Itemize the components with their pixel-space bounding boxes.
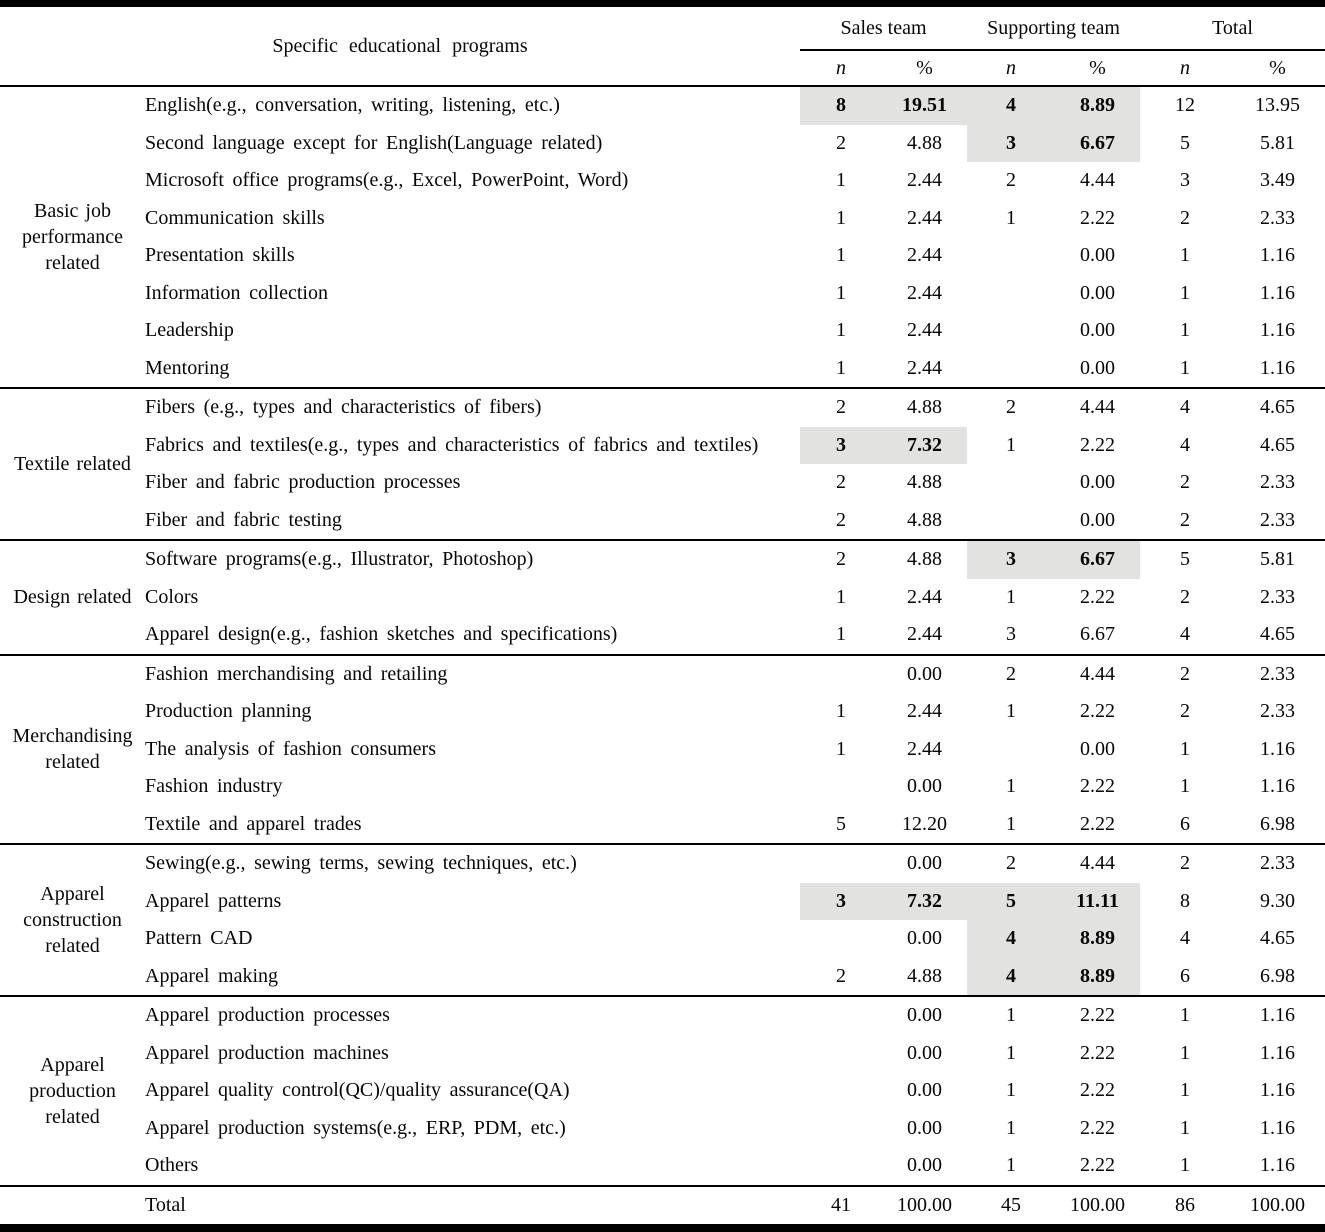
value-cell: 12 [1175,94,1196,117]
value-cell: 0.00 [907,1041,942,1064]
value-cell: 1 [1006,1004,1016,1027]
value-cell: 8 [800,86,882,125]
col-subheader-sales-pct: % [916,56,933,79]
value-cell: 2.33 [1260,662,1296,685]
value-cell: 3 [1180,169,1191,192]
col-header-supporting-team: Supporting team [967,4,1140,51]
value-cell: 1 [836,356,846,379]
table-row [0,996,1325,1035]
value-cell: 0.00 [1080,737,1115,760]
group-section [0,655,1325,845]
program-cell: Apparel making [145,964,279,987]
value-cell: 2.44 [907,244,942,267]
value-cell: 1 [836,623,846,646]
value-cell: 2.22 [1080,1154,1115,1177]
value-cell: 2.22 [1080,812,1115,835]
value-cell [967,350,1055,389]
value-cell: 2.44 [907,281,942,304]
value-cell: 13.95 [1255,94,1301,117]
table-row [0,200,1325,238]
value-cell: 0.00 [907,662,942,685]
col-subheader-total-pct: % [1269,56,1286,79]
value-cell: 4 [1180,623,1191,646]
value-cell: 3 [1006,623,1016,646]
value-cell: 0.00 [1080,356,1115,379]
program-cell: Sewing(e.g., sewing terms, sewing techniques, etc.) [145,852,577,875]
value-cell: 1.16 [1260,1004,1296,1027]
value-cell: 4.88 [907,508,942,531]
value-cell: 0.00 [907,1079,942,1102]
value-cell [800,1072,882,1110]
header-row-teams [0,4,1325,51]
table-row [0,502,1325,541]
program-cell: Fiber and fabric testing [145,508,342,531]
value-cell: 4 [1180,433,1191,456]
group-section [0,540,1325,655]
value-cell: 4.65 [1260,433,1296,456]
col-header-total: Total [1140,4,1325,51]
value-cell: 2 [836,131,846,154]
program-cell: Second language except for English(Language related) [145,131,603,154]
value-cell: 2.44 [907,585,942,608]
value-cell: 1.16 [1260,737,1296,760]
group-label-cell: Apparel production related [29,1053,116,1128]
value-cell: 1 [836,585,846,608]
value-cell: 2 [836,964,846,987]
value-cell: 2 [836,471,846,494]
program-cell: Production planning [145,700,312,723]
value-cell: 1.16 [1260,244,1296,267]
program-cell: Microsoft office programs(e.g., Excel, PowerPoint, Word) [145,169,629,192]
value-cell: 1 [1006,206,1016,229]
program-cell: Pattern CAD [145,927,253,950]
program-cell: Leadership [145,319,234,342]
table-row [0,312,1325,350]
value-cell: 5 [836,812,846,835]
program-cell: Presentation skills [145,244,295,267]
value-cell: 3 [967,540,1055,579]
value-cell: 11.11 [1055,883,1140,921]
program-cell: Apparel production processes [145,1004,390,1027]
value-cell: 1 [1006,700,1016,723]
total-section [0,1186,1325,1229]
value-cell [967,731,1055,769]
group-label-cell: Design related [13,586,132,609]
value-cell: 2.33 [1260,585,1296,608]
value-cell: 5.81 [1260,131,1296,154]
value-cell: 4.44 [1080,169,1115,192]
value-cell: 1 [1180,281,1191,304]
value-cell: 100.00 [1250,1193,1306,1216]
value-cell: 0.00 [907,1116,942,1139]
value-cell: 2.44 [907,319,942,342]
value-cell: 1.16 [1260,281,1296,304]
value-cell: 8.89 [1055,958,1140,997]
value-cell: 4 [967,958,1055,997]
value-cell: 0.00 [1080,508,1115,531]
value-cell: 1 [1006,1079,1016,1102]
value-cell: 1 [1180,1116,1191,1139]
col-subheader-supporting-n: n [1006,56,1016,79]
value-cell: 6.98 [1260,964,1296,987]
value-cell: 86 [1175,1193,1196,1216]
col-header-sales-team: Sales team [800,4,967,51]
value-cell: 1 [836,700,846,723]
program-cell: Fashion industry [145,775,283,798]
table-row [0,731,1325,769]
value-cell: 1 [1180,244,1191,267]
value-cell: 2 [1180,700,1191,723]
value-cell: 1 [1006,812,1016,835]
value-cell: 2.44 [907,737,942,760]
value-cell: 1 [1180,1079,1191,1102]
program-cell: Apparel patterns [145,889,282,912]
value-cell: 2.22 [1080,775,1115,798]
value-cell: 2.33 [1260,206,1296,229]
value-cell: 0.00 [1080,319,1115,342]
value-cell: 2 [1006,852,1016,875]
value-cell: 1 [1180,1041,1191,1064]
program-cell: Colors [145,585,199,608]
table-row [0,920,1325,958]
value-cell: 1 [1006,1154,1016,1177]
value-cell: 2.22 [1080,1004,1115,1027]
value-cell: 2.44 [907,700,942,723]
table-row [0,806,1325,845]
value-cell: 2.22 [1080,700,1115,723]
value-cell: 2.33 [1260,852,1296,875]
group-label-cell [0,1186,145,1229]
value-cell [800,996,882,1035]
value-cell: 3 [967,125,1055,163]
value-cell: 2 [1006,396,1016,419]
value-cell: 7.32 [882,427,967,465]
value-cell: 2.22 [1080,206,1115,229]
value-cell [967,312,1055,350]
value-cell: 1 [1180,319,1191,342]
value-cell: 2.22 [1080,433,1115,456]
value-cell: 8.89 [1055,86,1140,125]
value-cell: 0.00 [1080,244,1115,267]
value-cell: 8.89 [1055,920,1140,958]
program-cell: Textile and apparel trades [145,812,362,835]
value-cell: 2 [836,508,846,531]
group-section [0,996,1325,1186]
value-cell: 4.65 [1260,927,1296,950]
value-cell: 4.88 [907,131,942,154]
value-cell: 3 [800,883,882,921]
value-cell: 6 [1180,812,1191,835]
program-cell: Fabrics and textiles(e.g., types and characteristics of fabrics and textiles) [145,433,759,456]
table-row [0,1110,1325,1148]
value-cell: 0.00 [907,1154,942,1177]
value-cell: 2 [1006,662,1016,685]
value-cell: 4 [967,920,1055,958]
program-cell: Communication skills [145,206,325,229]
table-row [0,350,1325,389]
value-cell: 2.44 [907,206,942,229]
value-cell: 2.44 [907,169,942,192]
value-cell: 4.65 [1260,396,1296,419]
table-row [0,125,1325,163]
value-cell: 0.00 [1080,471,1115,494]
program-cell: Fashion merchandising and retailing [145,662,448,685]
col-subheader-sales-n: n [836,56,846,79]
value-cell [800,1035,882,1073]
value-cell: 2 [1006,169,1016,192]
value-cell: 12.20 [902,812,947,835]
value-cell: 2 [1180,662,1191,685]
table-row [0,162,1325,200]
table-row [0,86,1325,125]
value-cell: 6.67 [1055,125,1140,163]
group-section [0,388,1325,540]
value-cell: 1.16 [1260,1079,1296,1102]
value-cell [800,768,882,806]
table-row [0,844,1325,883]
value-cell: 5 [1180,131,1191,154]
value-cell: 2 [1180,508,1191,531]
value-cell: 2 [1180,585,1191,608]
value-cell: 4.44 [1080,396,1115,419]
value-cell: 3.49 [1260,169,1296,192]
group-section [0,844,1325,996]
value-cell: 1 [1180,1004,1191,1027]
group-label-cell: Apparel construction related [23,883,122,957]
table-row [0,464,1325,502]
value-cell: 4.88 [907,396,942,419]
table-row [0,1147,1325,1186]
value-cell: 4.44 [1080,852,1115,875]
value-cell: 1 [1006,585,1016,608]
value-cell: 4.65 [1260,623,1296,646]
program-cell: English(e.g., conversation, writing, listening, etc.) [145,94,560,117]
value-cell: 1 [836,169,846,192]
value-cell: 4.44 [1080,662,1115,685]
value-cell: 2.22 [1080,1116,1115,1139]
value-cell: 4.88 [907,471,942,494]
table-row [0,237,1325,275]
value-cell [967,275,1055,313]
value-cell [967,464,1055,502]
value-cell: 2.33 [1260,508,1296,531]
value-cell: 2.33 [1260,471,1296,494]
value-cell [800,920,882,958]
value-cell: 1 [1180,737,1191,760]
value-cell: 6.98 [1260,812,1296,835]
value-cell: 1 [1180,356,1191,379]
value-cell: 2 [1180,852,1191,875]
table-header [0,4,1325,87]
value-cell: 5.81 [1260,548,1296,571]
program-cell: Others [145,1154,199,1177]
value-cell [800,655,882,694]
value-cell: 1 [1006,1041,1016,1064]
value-cell: 0.00 [1080,281,1115,304]
value-cell: 1 [836,737,846,760]
program-cell: Apparel design(e.g., fashion sketches and specifications) [145,623,618,646]
value-cell: 4 [1180,927,1191,950]
group-label-cell: Textile related [14,453,131,475]
total-label-cell: Total [145,1193,186,1216]
value-cell: 4 [1180,396,1191,419]
value-cell: 5 [967,883,1055,921]
value-cell: 1 [1180,775,1191,798]
value-cell: 1 [836,319,846,342]
program-cell: Apparel production machines [145,1041,389,1064]
value-cell: 1 [1006,775,1016,798]
program-cell: Apparel production systems(e.g., ERP, PDM, etc.) [145,1116,566,1139]
value-cell: 100.00 [897,1193,952,1216]
value-cell: 1 [836,206,846,229]
value-cell: 1 [1180,1154,1191,1177]
value-cell: 41 [831,1193,851,1216]
value-cell: 1.16 [1260,319,1296,342]
value-cell: 1.16 [1260,775,1296,798]
value-cell: 6.67 [1080,623,1115,646]
value-cell: 1.16 [1260,356,1296,379]
program-cell: Mentoring [145,356,230,379]
table-row [0,958,1325,997]
program-cell: Apparel quality control(QC)/quality assurance(QA) [145,1079,570,1102]
col-header-programs: Specific educational programs [272,34,528,57]
value-cell [800,1110,882,1148]
table-row [0,655,1325,694]
value-cell: 5 [1180,548,1191,571]
value-cell: 1 [836,244,846,267]
program-cell: Information collection [145,281,328,304]
value-cell: 4.88 [907,964,942,987]
value-cell [967,237,1055,275]
value-cell: 0.00 [907,927,942,950]
value-cell: 9.30 [1260,889,1296,912]
group-label-cell: Merchandising related [12,725,133,774]
value-cell: 3 [800,427,882,465]
value-cell [967,502,1055,541]
program-cell: Fibers (e.g., types and characteristics of fibers) [145,396,542,419]
col-subheader-supporting-pct: % [1089,56,1106,79]
table-row [0,275,1325,313]
value-cell: 1 [836,281,846,304]
col-subheader-total-n: n [1180,56,1191,79]
value-cell: 2.44 [907,623,942,646]
value-cell [800,1147,882,1186]
value-cell: 100.00 [1070,1193,1125,1216]
program-cell: Fiber and fabric production processes [145,471,461,494]
group-section [0,86,1325,388]
value-cell: 2.22 [1080,1079,1115,1102]
value-cell: 2 [1180,471,1191,494]
value-cell: 2.33 [1260,700,1296,723]
table-row [0,768,1325,806]
table-row [0,427,1325,465]
value-cell: 1.16 [1260,1041,1296,1064]
program-cell: Software programs(e.g., Illustrator, Photoshop) [145,548,534,571]
value-cell: 0.00 [907,775,942,798]
table-row [0,388,1325,427]
table-row [0,1072,1325,1110]
value-cell [800,844,882,883]
value-cell: 2 [836,396,846,419]
table-row [0,616,1325,655]
value-cell: 2.22 [1080,585,1115,608]
value-cell: 2 [1180,206,1191,229]
value-cell: 6.67 [1055,540,1140,579]
table-row [0,883,1325,921]
value-cell: 1 [1006,433,1016,456]
table-row [0,693,1325,731]
value-cell: 1.16 [1260,1154,1296,1177]
program-cell: The analysis of fashion consumers [145,737,437,760]
value-cell: 4 [967,86,1055,125]
value-cell: 0.00 [907,852,942,875]
value-cell: 2.44 [907,356,942,379]
value-cell: 8 [1180,889,1191,912]
value-cell: 1.16 [1260,1116,1296,1139]
value-cell: 4.88 [907,548,942,571]
table-row [0,540,1325,579]
value-cell: 0.00 [907,1004,942,1027]
value-cell: 45 [1001,1193,1021,1216]
table-row [0,1035,1325,1073]
value-cell: 19.51 [882,86,967,125]
group-label-cell: Basic job performance related [21,200,124,274]
table-row [0,579,1325,617]
value-cell: 2 [836,548,846,571]
total-row [0,1186,1325,1229]
value-cell: 7.32 [882,883,967,921]
value-cell: 6 [1180,964,1191,987]
value-cell: 1 [1006,1116,1016,1139]
value-cell: 2.22 [1080,1041,1115,1064]
